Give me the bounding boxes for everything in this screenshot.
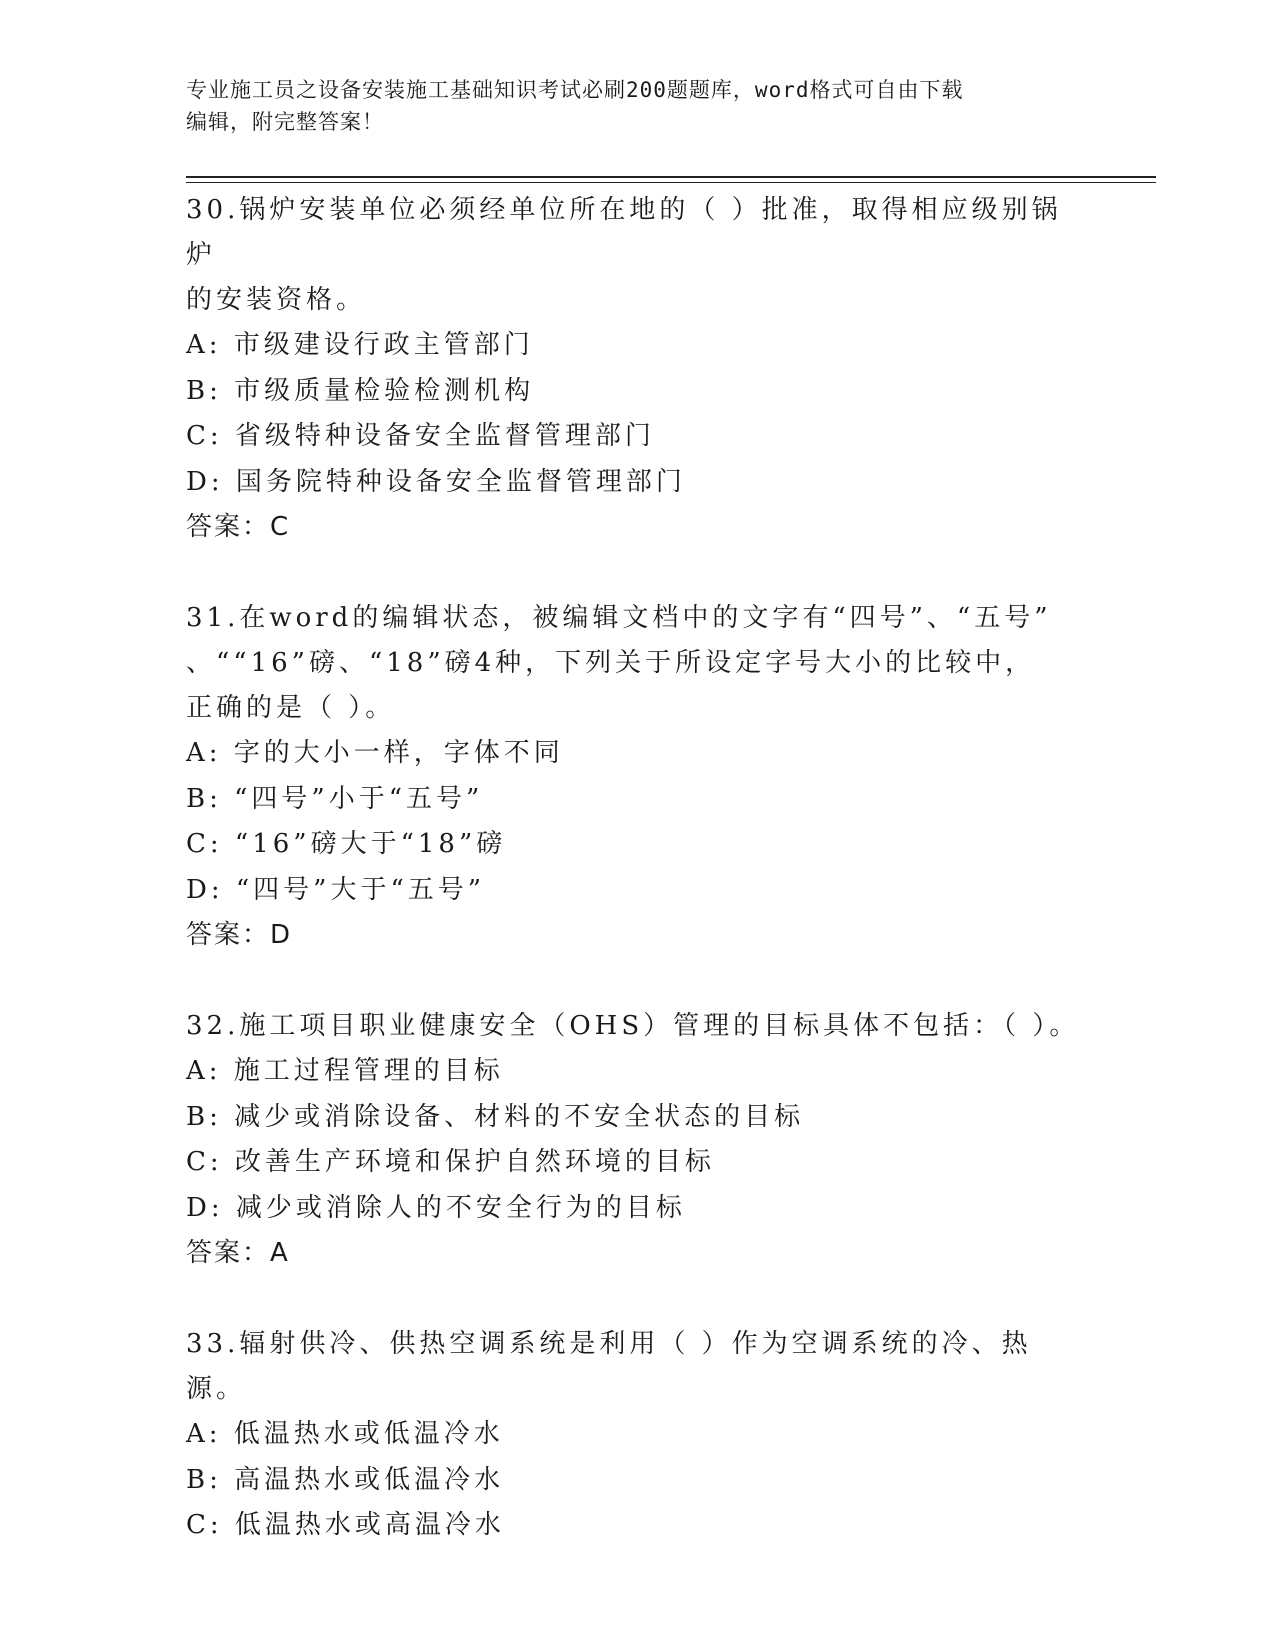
answer-option: D: 减少或消除人的不安全行为的目标 (186, 1192, 686, 1223)
header-divider-thin (186, 182, 1156, 183)
header-line-2: 编辑，附完整答案！ (186, 110, 384, 134)
answer-option: B: 减少或消除设备、材料的不安全状态的目标 (186, 1101, 805, 1132)
question-block (186, 1322, 1086, 1549)
question-block (186, 1004, 1086, 1276)
answer-key: 答案：A (186, 1238, 290, 1268)
answer-key: 答案：C (186, 512, 291, 542)
question-text: 正确的是（ ）。 (186, 693, 396, 723)
answer-option: A: 市级建设行政主管部门 (186, 330, 534, 360)
header-divider (186, 176, 1156, 178)
answer-option: D: “四号”大于“五号” (186, 874, 486, 905)
question-text: 、““16”磅、“18”磅4种，下列关于所设定字号大小的比较中， (186, 648, 1036, 678)
document-header (186, 74, 1066, 138)
question-text: 33.辐射供冷、供热空调系统是利用（ ）作为空调系统的冷、热源。 (186, 1329, 1032, 1404)
question-text: 32.施工项目职业健康安全（OHS）管理的目标具体不包括：（ ）。 (186, 1011, 1080, 1041)
answer-option: C: 改善生产环境和保护自然环境的目标 (186, 1147, 715, 1177)
answer-option: A: 字的大小一样，字体不同 (186, 738, 564, 768)
question-text: 31.在word的编辑状态，被编辑文档中的文字有“四号”、“五号” (186, 603, 1052, 633)
question-text: 30.锅炉安装单位必须经单位所在地的（ ）批准，取得相应级别锅炉 (186, 195, 1062, 270)
answer-option: B: 市级质量检验检测机构 (186, 375, 535, 406)
answer-key: 答案：D (186, 920, 293, 950)
answer-option: C: 省级特种设备安全监督管理部门 (186, 421, 655, 451)
question-list (186, 188, 1086, 1595)
question-block (186, 596, 1086, 958)
answer-option: A: 施工过程管理的目标 (186, 1056, 504, 1086)
header-line-1: 专业施工员之设备安装施工基础知识考试必刷200题题库，word格式可自由下载 (186, 78, 964, 102)
question-block (186, 188, 1086, 550)
answer-option: C: “16”磅大于“18”磅 (186, 829, 507, 859)
answer-option: B: 高温热水或低温冷水 (186, 1464, 505, 1495)
question-text: 的安装资格。 (186, 285, 367, 315)
answer-option: D: 国务院特种设备安全监督管理部门 (186, 466, 686, 497)
answer-option: A: 低温热水或低温冷水 (186, 1419, 504, 1449)
answer-option: C: 低温热水或高温冷水 (186, 1510, 505, 1540)
answer-option: B: “四号”小于“五号” (186, 783, 484, 814)
